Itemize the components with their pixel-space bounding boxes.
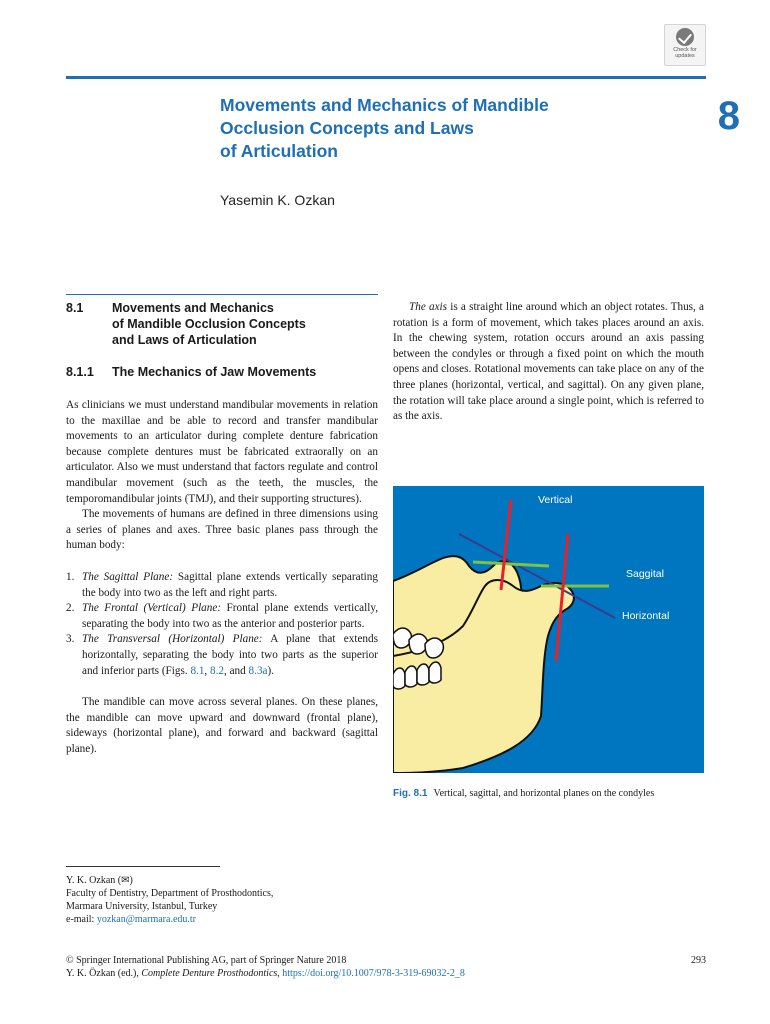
- bookmark-icon: [676, 28, 694, 46]
- list-text: ,: [204, 664, 211, 677]
- body-paragraph: The movements of humans are defined in three dimensions using a series of planes and axes. Three basic planes pass through the human body:: [66, 508, 378, 552]
- footnote-affiliation: Marmara University, Istanbul, Turkey: [66, 901, 218, 912]
- list-number: 3.: [66, 633, 75, 646]
- list-number: 1.: [66, 570, 75, 583]
- page-number: 293: [691, 955, 706, 966]
- figure-link[interactable]: 8.2: [210, 664, 224, 677]
- list-number: 2.: [66, 602, 75, 615]
- section-title-line: Movements and Mechanics: [112, 301, 274, 315]
- chapter-number: 8: [717, 94, 740, 138]
- right-column: [393, 300, 704, 425]
- list-term: The Transversal (Horizontal) Plane:: [82, 633, 263, 646]
- body-paragraph: [393, 300, 704, 425]
- horizontal-label: Horizontal: [622, 610, 670, 622]
- subsection-number: 8.1.1: [66, 365, 94, 379]
- author-footnote: [66, 874, 273, 926]
- list-text: , and: [224, 664, 249, 677]
- citation-book: Complete Denture Prosthodontics: [141, 968, 278, 979]
- list-term: The Frontal (Vertical) Plane:: [82, 602, 222, 615]
- figure-link[interactable]: 8.3a: [248, 664, 268, 677]
- doi-link[interactable]: https://doi.org/10.1007/978-3-319-69032-2_8: [282, 968, 465, 979]
- header-rule: [66, 76, 706, 79]
- body-paragraph: As clinicians we must understand mandibular movements in relation to the maxillae and be able to record and transfer mandibular movements to an articulator during complete denture fabrication because complete dentures must be fabricated extraorally on an articulator. Also we must understand that factors regulate and control mandibular movement (such as the teeth, the muscles, the temporomandibular joints (TMJ), and their supporting structures).: [66, 399, 378, 505]
- check-for-updates-badge[interactable]: [664, 24, 706, 66]
- copyright-line: © Springer International Publishing AG, part of Springer Nature 2018: [66, 955, 347, 966]
- jaw-planes-diagram: [393, 486, 704, 773]
- footnote-affiliation: Faculty of Dentistry, Department of Prosthodontics,: [66, 888, 274, 899]
- vertical-label: Vertical: [538, 494, 573, 506]
- citation-line: [66, 967, 706, 980]
- sagittal-plane-line: [473, 562, 549, 566]
- badge-line1: Check for: [673, 47, 697, 53]
- list-text: ).: [267, 664, 275, 677]
- section-title-line: and Laws of Articulation: [112, 333, 257, 347]
- figure-label: Fig. 8.1: [393, 788, 428, 799]
- section-title: [112, 300, 372, 348]
- list-item: [66, 570, 378, 601]
- left-column: [66, 398, 378, 757]
- chapter-title-line: of Articulation: [220, 141, 338, 161]
- list-text: Frontal plane extends vertically, separating the body into two as the anterior and posterior parts.: [82, 602, 379, 630]
- footnote-author: Y. K. Ozkan (✉): [66, 875, 133, 886]
- list-item: [66, 632, 378, 679]
- subsection-title: The Mechanics of Jaw Movements: [112, 365, 317, 379]
- chapter-title: [220, 94, 640, 163]
- body-paragraph: The mandible can move across several planes. On these planes, the mandible can move upward and downward (frontal plane), sideways (horizontal plane), and forward and backward (sagittal plane).: [66, 696, 378, 755]
- subsection-heading: [66, 364, 378, 382]
- section-title-line: of Mandible Occlusion Concepts: [112, 317, 306, 331]
- list-text: A plane that extends horizontally, separating the body into two parts as the superior and inferior parts (Figs.: [82, 633, 378, 677]
- sagittal-label: Saggital: [626, 568, 664, 580]
- list-item: [66, 601, 378, 632]
- figure-link[interactable]: 8.1: [190, 664, 205, 677]
- chapter-title-line: Movements and Mechanics of Mandible: [220, 95, 549, 115]
- figure-caption: [393, 788, 654, 799]
- author-name: Yasemin K. Ozkan: [220, 192, 335, 208]
- list-term: The Sagittal Plane:: [82, 570, 174, 583]
- section-number: 8.1: [66, 301, 84, 315]
- footnote-email-line: [66, 913, 273, 926]
- badge-line2: updates: [675, 53, 695, 59]
- footnote-rule: [66, 866, 220, 867]
- axis-term: The axis: [409, 301, 448, 313]
- figure-caption-text: Vertical, sagittal, and horizontal planes on the condyles: [433, 788, 655, 799]
- page-footer: [66, 954, 706, 980]
- section-heading: [66, 300, 378, 350]
- list-text: Sagittal plane extends vertically separating the body into two as the left and right parts.: [82, 570, 378, 599]
- figure-8-1: [393, 486, 704, 773]
- email-link[interactable]: yozkan@marmara.edu.tr: [96, 914, 196, 925]
- chapter-title-line: Occlusion Concepts and Laws: [220, 118, 474, 138]
- email-label: e-mail:: [66, 914, 97, 925]
- citation-editor: Y. K. Özkan (ed.),: [66, 968, 142, 979]
- citation-sep: ,: [277, 968, 283, 979]
- axis-text: is a straight line around which an object rotates. Thus, a rotation is a form of movement, which takes places around an axis. In the chewing system, rotation occurs around an axis passing between the condyles or through a fixed point on which the mouth opens and closes. Rotational movements can take place on any of the three planes (horizontal, vertical, and sagittal). On any given plane, the rotation will take place around a single point, which is referred to as the axis.: [393, 301, 704, 423]
- section-rule: [66, 294, 378, 295]
